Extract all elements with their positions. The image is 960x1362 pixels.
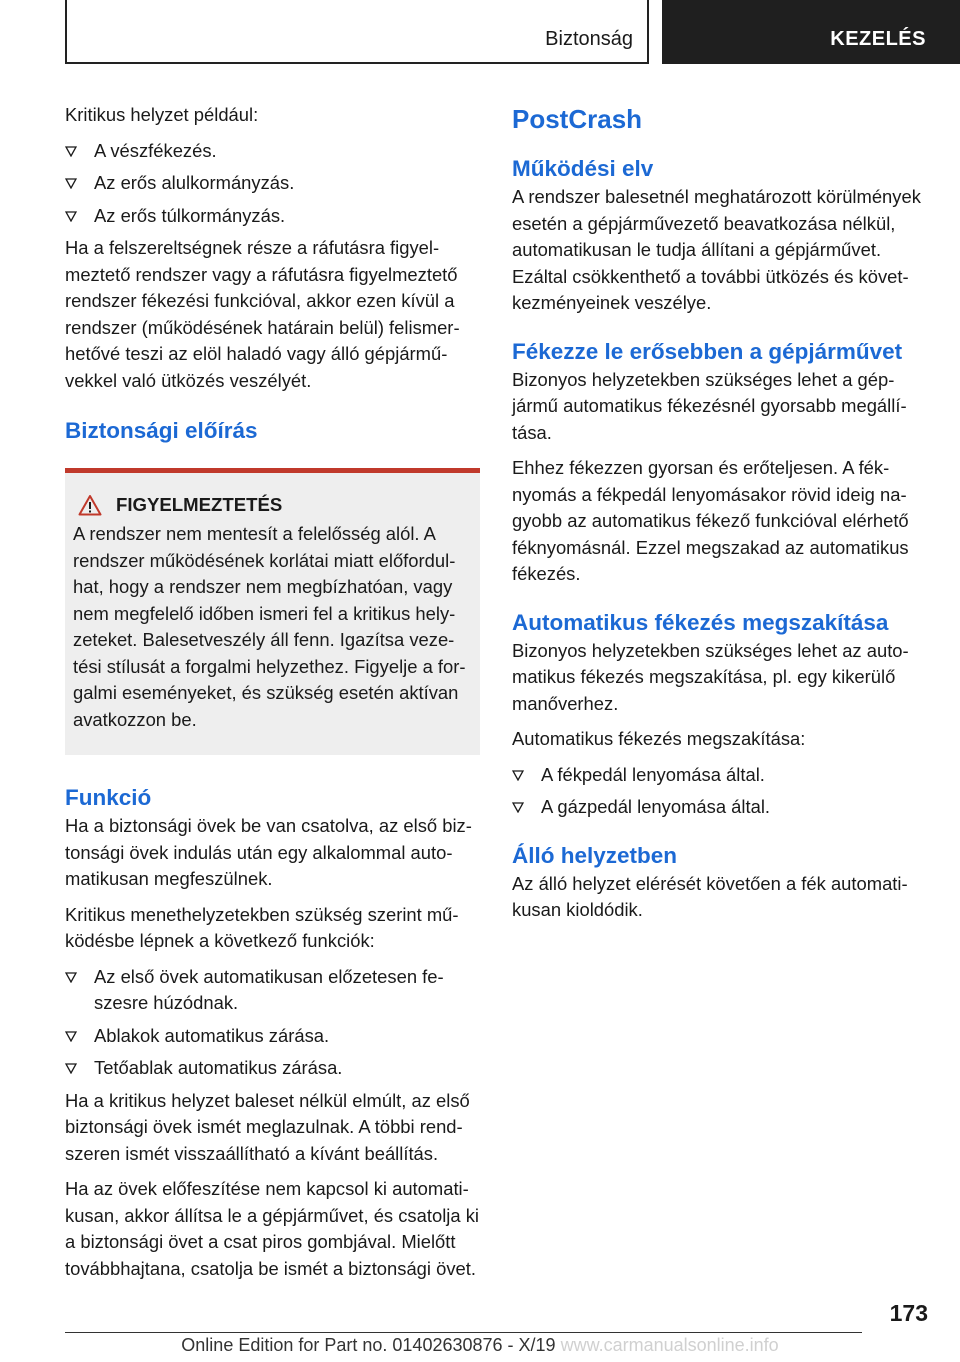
list-item: A fékpedál lenyomása által. <box>512 762 932 789</box>
paragraph: Ha az övek előfeszítése nem kapcsol ki automatikusan, akkor állítsa le a gépjárművet, és csatolja ki a biztonsági övet a csat piros gombjával. Mielőtt továbbhajtana, csatolja be ismét a biztonsági övet. <box>65 1178 479 1279</box>
function-heading: Funkció <box>65 785 152 810</box>
list-item: A gázpedál lenyomása által. <box>512 794 932 821</box>
principle-heading: Működési elv <box>512 156 654 181</box>
footer <box>0 1335 960 1356</box>
header-section-box <box>65 0 649 64</box>
list-item: Az erős alulkormányzás. <box>65 170 480 197</box>
paragraph: Ha a felszereltségnek része a ráfutásra figyelmeztető rendszer vagy a ráfutásra figyelmeztető rendszer fékezési funkcióval, akkor ezen kívül a rendszer (működésének határain belül) felismerhetővé teszi az elöl haladó vagy álló gépjárművekkel való ütközés veszélyét. <box>65 237 460 391</box>
triangle-bullet-icon <box>65 972 77 983</box>
intro-list <box>65 138 480 230</box>
paragraph: Bizonyos helyzetekben szükséges lehet az automatikus fékezés megszakítása, pl. egy kikerülő manőverhez. <box>512 639 909 714</box>
footer-divider <box>65 1332 862 1333</box>
warning-triangle-icon <box>78 494 102 516</box>
header-chapter-tab <box>662 0 960 64</box>
abort-heading: Automatikus fékezés megszakítása <box>512 609 889 635</box>
list-item: A vészfékezés. <box>65 138 480 165</box>
triangle-bullet-icon <box>65 211 77 222</box>
intro-text: Kritikus helyzet például: <box>65 104 259 125</box>
footer-watermark: www.carmanualsonline.info <box>560 1335 779 1355</box>
warning-title: FIGYELMEZTETÉS <box>73 493 472 517</box>
triangle-bullet-icon <box>65 1063 77 1074</box>
paragraph: Ehhez fékezzen gyorsan és erőteljesen. A féknyomás a fékpedál lenyomásakor rövid ideig nagyobb az automatikus fékező funkcióval elérhető féknyomásnál. Ezzel megszakad az automatikus fékezés. <box>512 457 909 584</box>
triangle-bullet-icon <box>512 802 524 813</box>
paragraph: Ha a kritikus helyzet baleset nélkül elmúlt, az első biztonsági övek ismét meglazulnak. A többi rendszeren ismét visszaállítható a kívánt beállítás. <box>65 1089 470 1164</box>
triangle-bullet-icon <box>512 770 524 781</box>
postcrash-title: PostCrash <box>512 104 643 134</box>
brake-heading: Fékezze le erősebben a gépjárművet <box>512 338 903 364</box>
header-section-label: Biztonság <box>545 28 633 50</box>
page-number: 173 <box>889 1300 928 1326</box>
triangle-bullet-icon <box>65 178 77 189</box>
list-item: Ablakok automatikus zárása. <box>65 1023 480 1050</box>
triangle-bullet-icon <box>65 146 77 157</box>
paragraph: Kritikus menethelyzetekben szükség szerint működésbe lépnek a következő funkciók: <box>65 903 459 951</box>
right-column <box>512 102 932 933</box>
paragraph: Bizonyos helyzetekben szükséges lehet a gépjármű automatikus fékezésnél gyorsabb megállítása. <box>512 368 907 443</box>
warning-text: A rendszer nem mentesít a felelősség alól. A rendszer működésének korlátai miatt előfordulhat, hogy a rendszer nem megbízhatóan, vagy nem megfelelő időben ismeri fel a kritikus helyzeteket. Balesetveszély áll fenn. Igazítsa vezetési stílusát a forgalmi helyzethez. Figyelje a forgalmi eseményeket, és szükség esetén aktívan avatkozzon be. <box>73 523 466 730</box>
footer-edition: Online Edition for Part no. 01402630876 - X/19 <box>181 1335 556 1355</box>
paragraph: A rendszer balesetnél meghatározott körülmények esetén a gépjárművezető beavatkozása nélkül, automatikusan le tudja állítani a gépjárművet. Ezáltal csökkenthető a további ütközés és következményeinek veszélye. <box>512 186 921 313</box>
header-chapter-label: KEZELÉS <box>830 28 926 50</box>
warning-box <box>65 468 480 755</box>
paragraph: Az álló helyzet elérését követően a fék automatikusan kioldódik. <box>512 872 908 920</box>
abort-list <box>512 762 932 821</box>
paragraph: Automatikus fékezés megszakítása: <box>512 728 806 749</box>
safety-heading: Biztonsági előírás <box>65 418 258 443</box>
left-column <box>65 102 480 1291</box>
list-item: Az első övek automatikusan előzetesen feszesre húzódnak. <box>65 964 480 1017</box>
paragraph: Ha a biztonsági övek be van csatolva, az első biztonsági övek indulás után egy alkalommal automatikusan megfeszülnek. <box>65 815 472 889</box>
triangle-bullet-icon <box>65 1031 77 1042</box>
function-list <box>65 964 480 1082</box>
list-item: Az erős túlkormányzás. <box>65 203 480 230</box>
standstill-heading: Álló helyzetben <box>512 842 678 868</box>
list-item: Tetőablak automatikus zárása. <box>65 1055 480 1082</box>
